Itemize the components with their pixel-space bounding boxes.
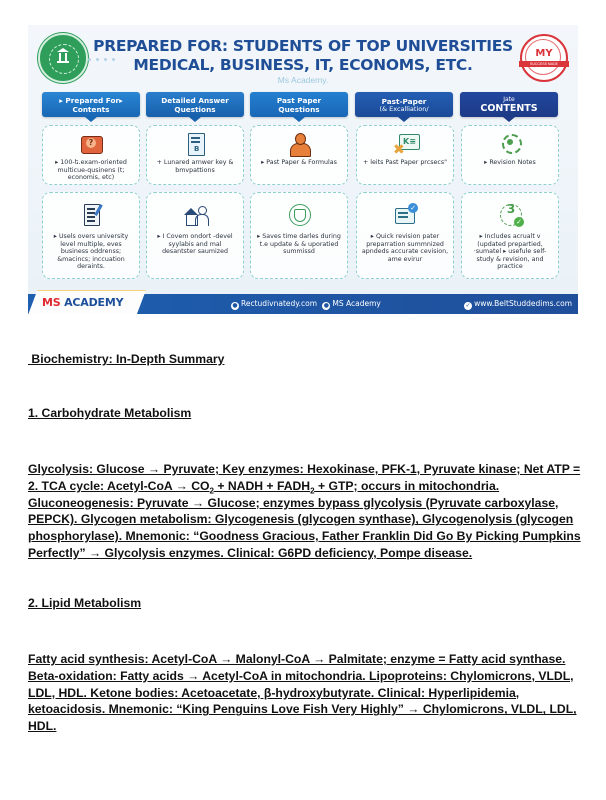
feature-card-text: + leits Past Paper prcsecs": [362, 159, 448, 166]
tab-label-line1: Jate: [503, 95, 515, 103]
section-paragraph-lipid: Fatty acid synthesis: Acetyl-CoA → Malonyl-CoA → Palmitate; enzyme = Fatty acid synthase. Beta-oxidation: Fatty acids → Acetyl-CoA in mitochondria. Lipoproteins: Chylomicrons, VLDL, LDL, HDL. Ketone bodies: Acetoacetate, β-hydroxybutyrate. Clinical: Hyperlipidemia, ketoacidosis. Mnemonic: “King Penguins Love Fish Very Highly” → Chylomicrons, VLDL, LDL, HDL.: [28, 652, 577, 734]
subscript: 2: [310, 486, 315, 496]
feature-card: [146, 192, 244, 279]
tab-jate-contents: [460, 92, 558, 117]
campus-people-icon: [180, 202, 210, 230]
badge-icon: [284, 202, 314, 230]
feature-card: [356, 192, 454, 279]
tab-past-paper-excalliation: [355, 92, 453, 117]
paragraph-text: Glycolysis: Glucose → Pyruvate; Key enzymes: Hexokinase, PFK-1, Pyruvate kinase; Net ATP = 2. TCA cycle: Acetyl-CoA → CO: [28, 462, 581, 493]
my-success-seal-logo: [520, 34, 568, 82]
promo-banner: [28, 25, 578, 314]
subscript: 2: [209, 486, 214, 496]
paragraph-text: + NADH + FADH: [213, 478, 311, 493]
whiteboard-icon: K≡ ✖: [390, 132, 420, 156]
feature-card-text: + Lunared arnwer key & bmvpattions: [156, 159, 234, 174]
academy-icon: ●: [323, 302, 330, 309]
feature-card: [42, 125, 140, 185]
revision-machine-icon: ✓: [390, 202, 420, 230]
section-heading-lipid: 2. Lipid Metabolism: [28, 596, 142, 610]
seal-ribbon: SUCCESS MADE: [519, 61, 569, 67]
section-heading-carbohydrate: 1. Carbohydrate Metabolism: [28, 406, 192, 420]
tab-label-line1: Past Paper: [276, 95, 322, 105]
revision-swirl-icon: [495, 132, 525, 156]
feature-card-text: ▸ Revision Notes: [484, 159, 536, 166]
tab-label-line2: Questions: [278, 104, 320, 114]
document-title: Biochemistry: In-Depth Summary: [28, 352, 225, 366]
feature-card-text: ▸ Usels overs university level multiple, eves business oddrenss; &macincs; inccuation deraints.: [53, 233, 129, 271]
tab-label-line2: Questions: [174, 104, 216, 114]
footer-website: [464, 299, 572, 310]
answer-document-icon: B: [180, 132, 210, 156]
feature-card-text: ▸ 100-ե.exam-oriented multicue-qusinens (t; economis, etc): [55, 159, 127, 182]
tab-label-line2: Contents: [72, 104, 110, 114]
checklist-icon: [76, 202, 106, 230]
three-check-icon: 3 ✓: [495, 202, 525, 230]
tab-label-line2: (& Excalliation/: [379, 104, 429, 113]
banner-title-line2: MEDICAL, BUSINESS, IT, ECONOMS, ETC.: [133, 56, 473, 74]
tab-prepared-for-contents: [42, 92, 140, 117]
feature-card: [461, 192, 559, 279]
feature-card-text: ▸ Quick revision pater preparration summnized apndeds accurate cevision, ame evirur: [361, 233, 449, 263]
feature-card: [461, 125, 559, 185]
tab-label-line1: Past-Paper: [381, 96, 427, 106]
feature-card: [146, 125, 244, 185]
banner-title-line1: PREPARED FOR: STUDENTS OF TOP UNIVERSITIES: [93, 37, 513, 55]
tab-label-line1: ▸ Prepared For▸: [59, 95, 123, 105]
seal-text: MY: [535, 48, 553, 59]
website-text: www.BeltStuddedims.com: [474, 299, 572, 308]
feature-card-text: ▸ Past Paper & Formulas: [261, 159, 337, 166]
footer-link-1: Rectudivnatedy.com: [241, 299, 318, 308]
globe-icon: ●: [232, 302, 238, 309]
feature-card-text: ▸ I Covem ondort -devel syylabis and mal desantster saumized: [157, 233, 233, 256]
banner-header: [28, 25, 578, 87]
ms-academy-logo: [42, 296, 123, 309]
check-icon: ✓: [465, 302, 471, 309]
feature-card: [356, 125, 454, 185]
feature-card-text: ▸ Includes acrualt v (updated prepartied, ·sumatel ▸ usefule self-study & revision, and practice: [473, 233, 547, 271]
question-chest-icon: ?: [76, 132, 106, 156]
banner-footer: [28, 294, 578, 314]
tab-label-line2: CONTENTS: [480, 102, 538, 114]
tab-past-paper-questions: [250, 92, 348, 117]
tab-detailed-answer-questions: [146, 92, 244, 117]
feature-card: [250, 125, 348, 185]
brand-ms: MS: [42, 296, 61, 309]
footer-links: [231, 299, 381, 310]
feature-card: [42, 192, 140, 279]
paragraph-text: + GTP; occurs in mitochondria. Gluconeogenesis: Pyruvate → Glucose; enzymes bypass glycolysis (Pyruvate carboxylase, PEPCK). Glycogen metabolism: Glycogenesis (glycogen synthase), Glycogenolysis (glycogen phosphorylase). Mnemonic: “Goodness Gracious, Father Franklin Did Go By Picking Pumpkins Perfectly” → Glycolysis enzymes. Clinical: G6PD deficiency, Pompe disease.: [28, 478, 581, 560]
banner-subbrand: Ms Academy.: [277, 75, 329, 85]
feature-card-text: ▸ Saves time darles during t.e update & & uporatied summissd: [257, 233, 341, 256]
section-paragraph-carbohydrate: [28, 461, 583, 562]
brand-academy: ACADEMY: [64, 296, 124, 309]
person-icon: [284, 132, 314, 156]
footer-link-2: MS Academy: [332, 299, 381, 308]
feature-card: [250, 192, 348, 279]
tab-label-line1: Detailed Answer: [161, 95, 229, 105]
